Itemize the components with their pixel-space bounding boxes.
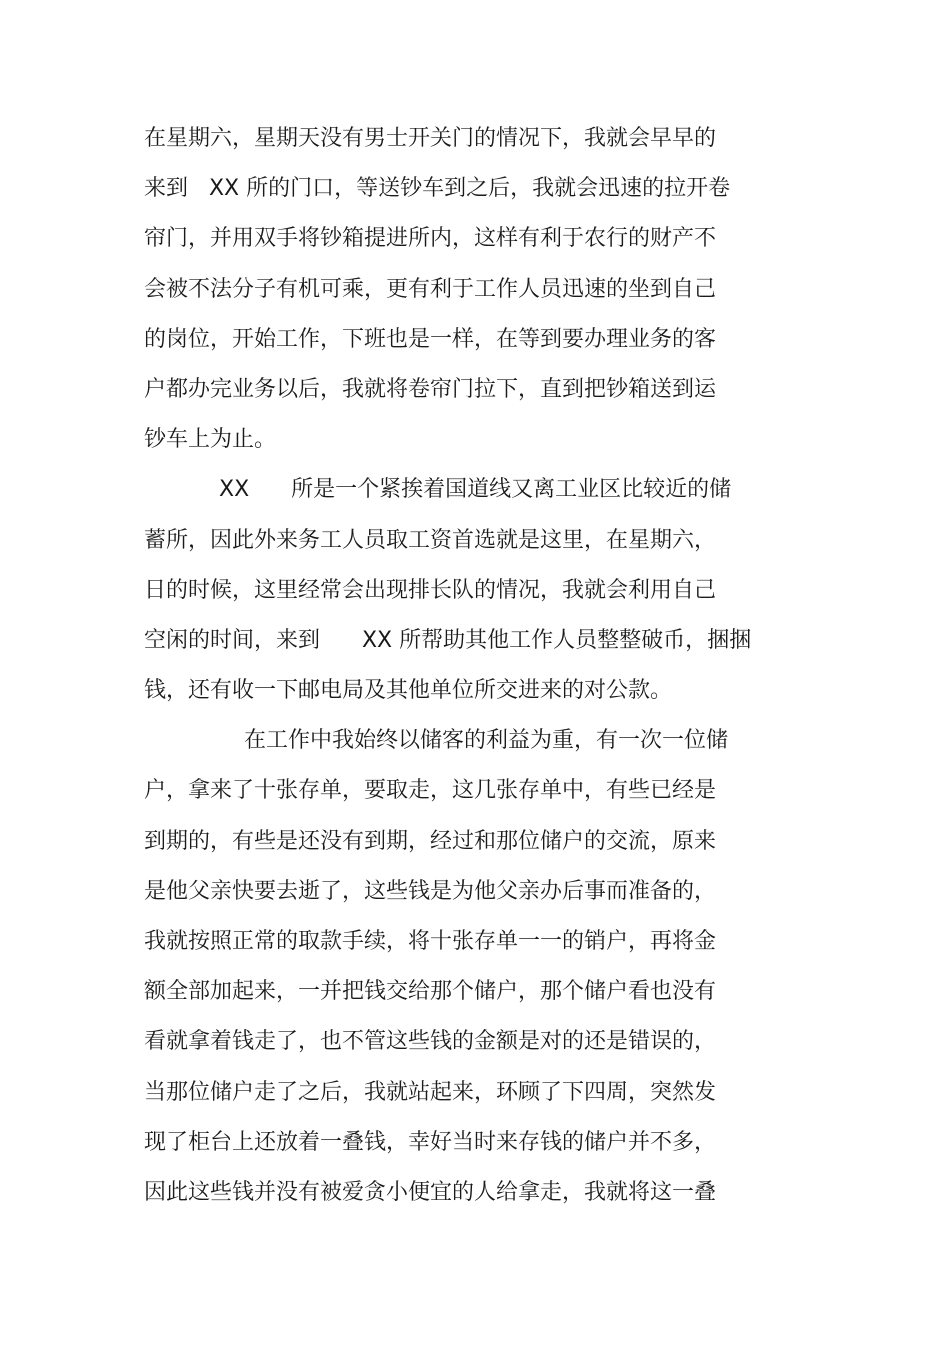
text-line: 现了柜台上还放着一叠钱，幸好当时来存钱的储户并不多， [144,1129,717,1155]
text-line: 额全部加起来，一并把钱交给那个储户，那个储户看也没有 [144,979,717,1005]
text-line: 的岗位，开始工作，下班也是一样，在等到要办理业务的客 [144,326,717,352]
text-line: XX 所是一个紧挨着国道线又离工业区比较近的储 [219,477,732,503]
text-line: 来到 XX 所的门口，等送钞车到之后，我就会迅速的拉开卷 [144,176,731,202]
text-line: 当那位储户走了之后，我就站起来，环顾了下四周，突然发 [144,1079,717,1105]
text-line: 因此这些钱并没有被爱贪小便宜的人给拿走，我就将这一叠 [144,1179,717,1205]
text-line: 我就按照正常的取款手续，将十张存单一一的销户，再将金 [144,929,717,954]
text-line: 空闲的时间，来到 XX 所帮助其他工作人员整整破币，捆捆 [144,627,752,653]
text-line: 帘门，并用双手将钞箱提进所内，这样有利于农行的财产不 [144,226,717,252]
text-line: 户都办完业务以后，我就将卷帘门拉下，直到把钞箱送到运 [144,376,717,402]
text-line: 钱，还有收一下邮电局及其他单位所交进来的对公款。 [144,678,673,704]
text-line: 户，拿来了十张存单，要取走，这几张存单中，有些已经是 [144,778,717,804]
text-line: 看就拿着钱走了，也不管这些钱的金额是对的还是错误的， [144,1029,717,1055]
text-line: 到期的，有些是还没有到期，经过和那位储户的交流，原来 [144,828,717,854]
text-line: 在星期六，星期天没有男士开关门的情况下，我就会早早的 [144,126,717,151]
text-line: 会被不法分子有机可乘，更有利于工作人员迅速的坐到自己 [144,276,717,302]
body-text [144,114,784,1218]
text-line: 日的时候，这里经常会出现排长队的情况，我就会利用自己 [144,577,717,603]
text-line: 是他父亲快要去逝了，这些钱是为他父亲办后事而准备的， [144,878,717,904]
text-line: 钞车上为止。 [144,427,277,453]
text-line: 蓄所，因此外来务工人员取工资首选就是这里，在星期六， [144,527,717,553]
text-line: 在工作中我始终以储客的利益为重，有一次一位储 [244,728,729,754]
